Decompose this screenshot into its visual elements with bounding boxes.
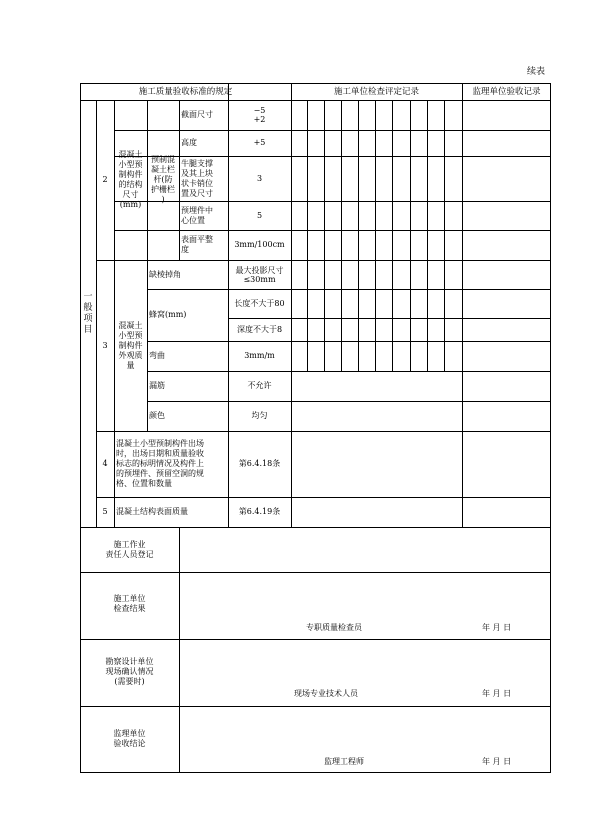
item-2-subitem: 预制混 凝土栏 杆(防 护栅栏 ) <box>151 155 175 204</box>
item-2-row-label: 表面平整 度 <box>181 235 213 254</box>
item-2-row-value: +5 <box>253 138 266 147</box>
operator-registration-label: 施工作业 责任人员登记 <box>105 539 154 559</box>
survey-design-confirmation-label: 勘察设计单位 现场确认情况 (需要时) <box>105 657 154 686</box>
supervision-conclusion-label: 监理单位 验收结论 <box>113 729 146 748</box>
supervising-engineer-label: 监理工程师 <box>324 757 364 766</box>
construction-result-label: 施工单位 检查结果 <box>113 594 146 613</box>
bending-value: 3mm/m <box>244 351 275 360</box>
item-4-number: 4 <box>102 459 108 468</box>
item-4-description: 混凝土小型预制构件出场 时，出场日期和质量验收 标志的标明情况及构件上 的预埋件、预留空洞的规 格、位置和数量 <box>116 439 204 488</box>
supervision-date: 年 月 日 <box>482 757 512 766</box>
item-2-row-label: 高度 <box>181 138 197 147</box>
exposed-rebar-value: 不允许 <box>247 381 272 390</box>
item-3-name: 混凝土 小型预 制构件 外观质 量 <box>118 320 143 370</box>
exposed-rebar-label: 漏筋 <box>149 381 165 390</box>
item-5-reference: 第6.4.19条 <box>238 507 281 516</box>
item-5-number: 5 <box>102 507 108 516</box>
site-technician-label: 现场专业技术人员 <box>294 689 358 698</box>
item-2-row-value: 3mm/100cm <box>234 240 285 249</box>
header-standard: 施工质量验收标准的规定 <box>138 86 233 97</box>
survey-date: 年 月 日 <box>482 689 512 698</box>
construction-date: 年 月 日 <box>482 623 512 632</box>
honeycomb-depth-value: 深度不大于8 <box>236 324 283 334</box>
honeycomb-length-value: 长度不大于80 <box>234 298 285 308</box>
item-2-row-value: 5 <box>256 210 263 220</box>
section-label-general-items: 一 般 项 目 <box>83 291 93 335</box>
item-2-row-value: 3 <box>256 173 263 183</box>
continuation-label: 续表 <box>527 67 546 77</box>
item-5-description: 混凝土结构表面质量 <box>116 507 188 516</box>
missing-corner-value: 最大投影尺寸 ≤30mm <box>235 265 284 284</box>
item-2-name: 混凝土 小型预 制构件 的结构 尺寸 (mm) <box>118 150 143 209</box>
header-supervision-record: 监理单位验收记录 <box>472 86 541 97</box>
item-2-row-label: 截面尺寸 <box>181 110 213 119</box>
inspection-form-table <box>80 83 551 773</box>
quality-inspector-label: 专职质量检查员 <box>306 623 362 632</box>
bending-label: 弯曲 <box>149 351 165 360</box>
header-construction-record: 施工单位检查评定记录 <box>333 86 419 97</box>
item-3-number: 3 <box>102 340 108 350</box>
item-2-number: 2 <box>102 175 108 184</box>
item-2-row-label: 预埋件中 心位置 <box>181 205 213 225</box>
item-4-reference: 第6.4.18条 <box>238 459 281 468</box>
honeycomb-label: 蜂窝(mm) <box>149 310 187 319</box>
item-2-row-label: 牛腿支撑 及其上块 状卡销位 置及尺寸 <box>181 158 213 198</box>
color-value: 均匀 <box>251 411 268 420</box>
color-label: 颜色 <box>149 411 165 420</box>
item-2-row-value: −5 +2 <box>253 106 266 124</box>
missing-corner-label: 缺棱掉角 <box>149 269 181 279</box>
